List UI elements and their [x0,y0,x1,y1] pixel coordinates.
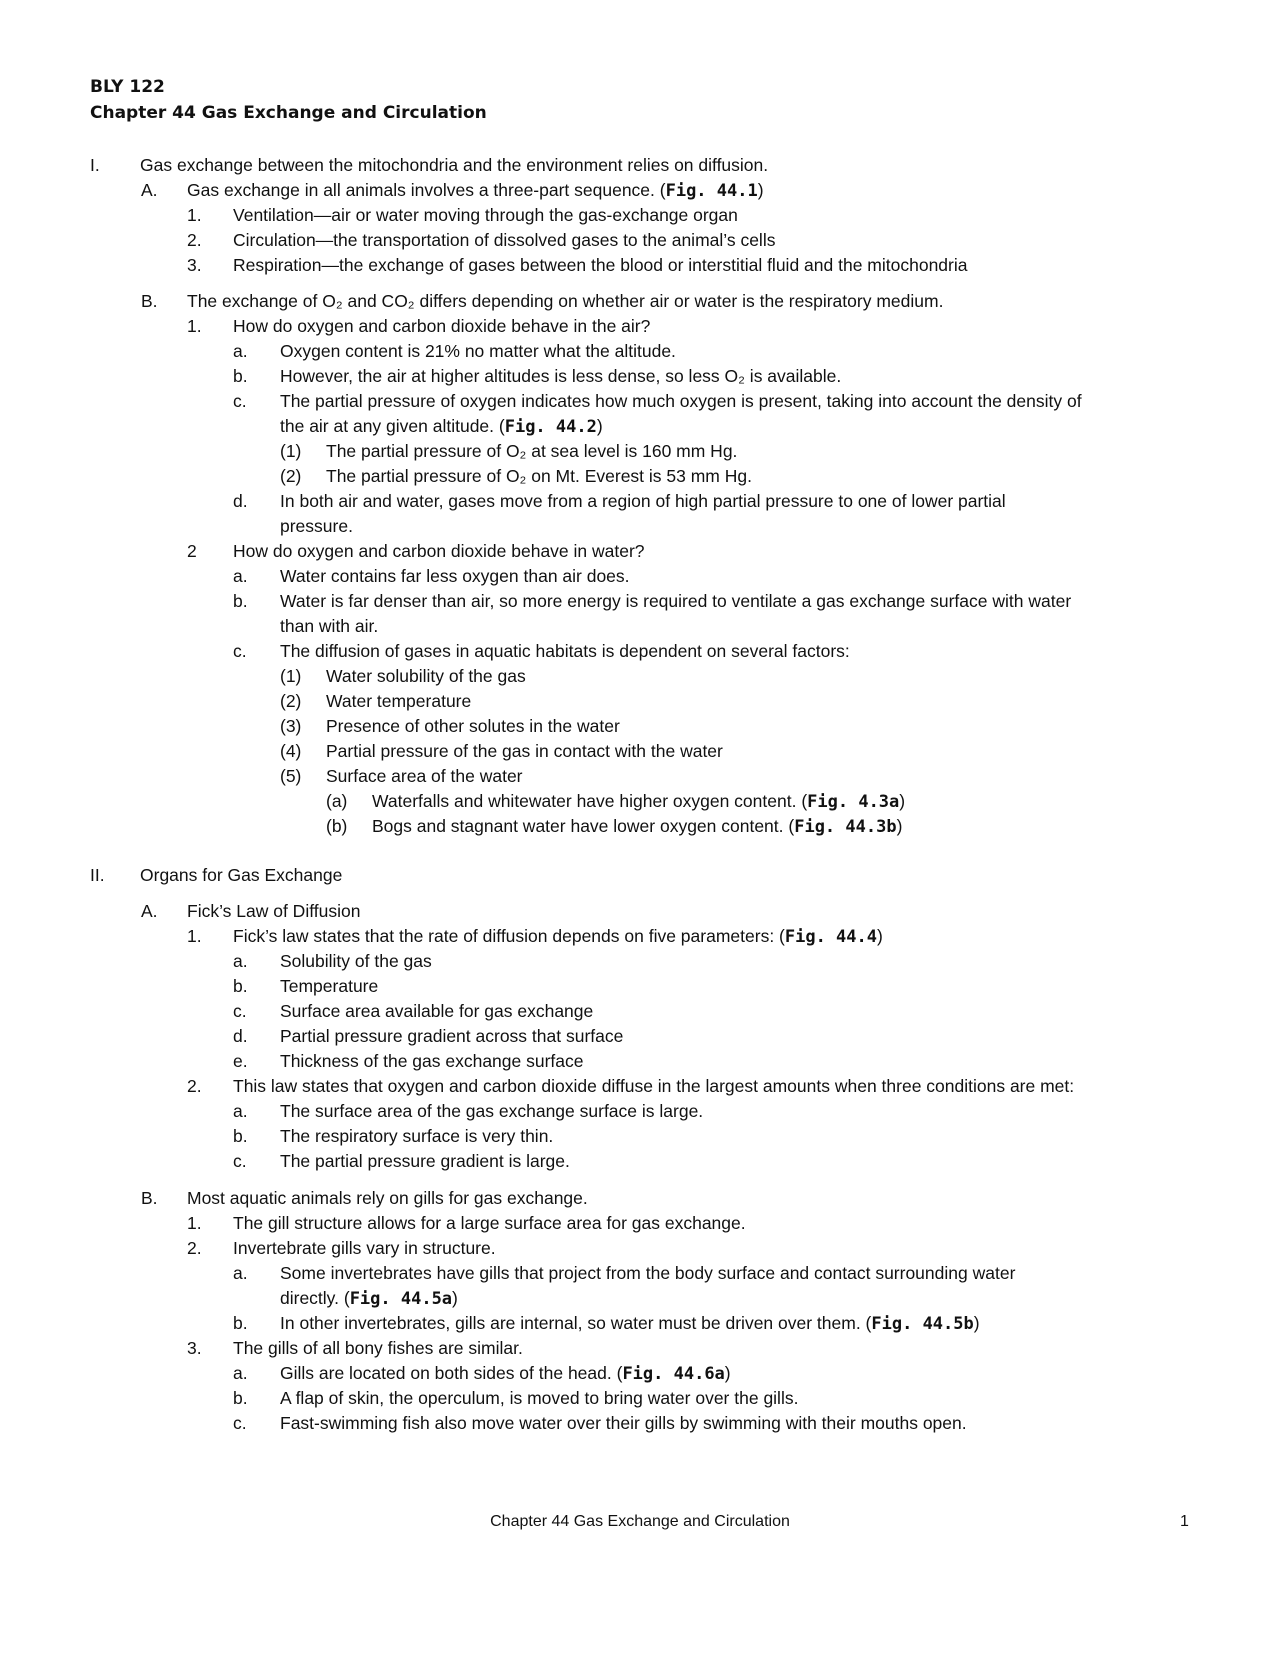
outline-text-body: Solubility of the gas [280,951,432,971]
outline-text-body: This law states that oxygen and carbon dioxide diffuse in the largest amounts when three conditions are met: [233,1076,1075,1096]
outline-text-body: The partial pressure of O₂ at sea level is 160 mm Hg. [326,441,738,461]
outline-label: 3. [187,255,202,275]
figure-reference: Fig. 44.3b [794,817,897,837]
outline-text [233,1335,523,1361]
outline-text [233,227,775,253]
outline-text-body: How do oxygen and carbon dioxide behave in the air? [233,316,651,336]
outline-line [280,663,1180,689]
outline-text-body: Oxygen content is 21% no matter what the altitude. [280,341,676,361]
outline-line [233,363,1180,389]
outline-line [187,538,1180,564]
outline-text [280,413,603,440]
outline-line [233,1123,1180,1149]
figure-reference: Fig. 44.1 [665,181,758,201]
outline-label: 2 [187,541,197,561]
outline-text [326,438,737,464]
outline-label: 1. [187,316,202,336]
outline-text [326,713,620,739]
outline-label: a. [233,1363,248,1383]
outline-line [233,388,1180,414]
outline-text [233,313,650,339]
outline-text [326,688,471,714]
outline-line [233,563,1180,589]
outline-text [233,202,738,228]
outline-line [233,1098,1180,1124]
outline-text [280,563,630,589]
outline-text-body: The partial pressure gradient is large. [280,1151,570,1171]
outline-line [90,152,1180,178]
outline-line [187,202,1180,228]
outline-label: II. [90,865,105,885]
outline-line [233,1148,1180,1174]
outline-label: b. [233,1388,248,1408]
outline-line [280,438,1180,464]
outline-text-body: Gas exchange in all animals involves a three-part sequence. ( [187,180,666,200]
footer-title: Chapter 44 Gas Exchange and Circulation [490,1513,790,1530]
outline-label: (3) [280,716,302,736]
outline-text-body: Ventilation—air or water moving through the gas-exchange organ [233,205,738,225]
outline-label: (5) [280,766,302,786]
outline-text [233,1235,496,1261]
outline-line [233,973,1180,999]
outline-text-body: Most aquatic animals rely on gills for gas exchange. [187,1188,588,1208]
outline-line [141,288,1180,314]
outline-line [233,1048,1180,1074]
outline-text [280,1385,798,1411]
outline-text-body: Water temperature [326,691,472,711]
outline-label: b. [233,976,248,996]
outline-text-body: The surface area of the gas exchange surface is large. [280,1101,704,1121]
outline-line [187,1335,1180,1361]
outline-label: 1. [187,1213,202,1233]
closing-paren: ) [724,1363,731,1383]
outline-line [90,862,1180,888]
outline-label: 1. [187,926,202,946]
outline-line [280,688,1180,714]
outline-line [233,1310,1180,1336]
closing-paren: ) [877,926,883,946]
outline-text-body: Water contains far less oxygen than air does. [280,566,630,586]
outline-label: a. [233,566,248,586]
outline-text-body: Bogs and stagnant water have lower oxygen content. ( [372,816,795,836]
outline-text [280,488,1006,514]
outline-text [326,763,523,789]
outline-text-body: Partial pressure of the gas in contact with the water [326,741,723,761]
outline-text-body: Water solubility of the gas [326,666,526,686]
outline-text-body: Thickness of the gas exchange surface [280,1051,584,1071]
outline-line [280,763,1180,789]
outline-label: c. [233,641,247,661]
outline-text-body: Fick’s Law of Diffusion [187,901,361,921]
outline-text-body: Partial pressure gradient across that surface [280,1026,624,1046]
outline-line [326,813,1180,839]
outline-label: a. [233,1263,248,1283]
outline-label: 3. [187,1338,202,1358]
outline-label: c. [233,1001,247,1021]
outline-line [233,613,1180,639]
outline-line [187,227,1180,253]
outline-label: I. [90,155,100,175]
outline-text [280,338,676,364]
outline-text-body: The respiratory surface is very thin. [280,1126,554,1146]
outline-text-body: In both air and water, gases move from a region of high partial pressure to one of lower partial [280,491,1006,511]
outline-line [233,1385,1180,1411]
document-title: Chapter 44 Gas Exchange and Circulation [90,103,487,123]
outline-text [187,898,360,924]
figure-reference: Fig. 44.6a [622,1364,725,1384]
outline-label: a. [233,951,248,971]
outline-line [233,998,1180,1024]
outline-text [280,363,841,389]
outline-text [233,1210,746,1236]
outline-text [280,638,850,664]
outline-text [280,1048,584,1074]
outline-text-body: Gills are located on both sides of the head. ( [280,1363,623,1383]
closing-paren: ) [452,1288,458,1308]
outline-label: (2) [280,466,302,486]
outline-line [141,898,1180,924]
outline-text [140,862,342,888]
outline-line [187,252,1180,278]
outline-text-body: Temperature [280,976,379,996]
outline-text [280,388,1082,414]
closing-paren: ) [899,791,906,811]
outline-text-body: Invertebrate gills vary in structure. [233,1238,496,1258]
outline-text-body: the air at any given altitude. ( [280,416,505,436]
outline-text [372,813,902,840]
outline-label: B. [141,1188,158,1208]
outline-text [187,1185,588,1211]
outline-text-body: directly. ( [280,1288,350,1308]
outline-label: (1) [280,441,302,461]
outline-label: B. [141,291,158,311]
figure-reference: Fig. 44.5b [871,1314,974,1334]
outline-label: A. [141,180,158,200]
outline-text-body: Presence of other solutes in the water [326,716,620,736]
outline-text [280,1123,553,1149]
outline-line [187,1210,1180,1236]
figure-reference: Fig. 44.2 [504,417,597,437]
outline-label: (4) [280,741,302,761]
outline-label: c. [233,391,247,411]
outline-line [233,513,1180,539]
outline-text [187,288,943,314]
outline-text-body: The gill structure allows for a large surface area for gas exchange. [233,1213,746,1233]
outline-text [233,923,883,950]
outline-text [280,1098,703,1124]
outline-text-body: pressure. [280,516,353,536]
outline-line [187,313,1180,339]
closing-paren: ) [596,416,603,436]
outline-line [233,1410,1180,1436]
outline-label: (2) [280,691,302,711]
outline-text [233,1073,1074,1099]
outline-label: 2. [187,230,202,250]
outline-line [141,177,1180,203]
page-number: 1 [1180,1513,1189,1530]
outline-text [280,1360,731,1387]
outline-text-body: The exchange of O₂ and CO₂ differs depending on whether air or water is the respiratory medium. [187,291,944,311]
outline-line [233,1285,1180,1311]
outline-text [280,613,378,639]
outline-text-body: The diffusion of gases in aquatic habitats is dependent on several factors: [280,641,850,661]
outline-text-body: How do oxygen and carbon dioxide behave in water? [233,541,645,561]
outline-line [233,588,1180,614]
outline-text [326,663,526,689]
outline-line [233,413,1180,439]
outline-line [280,713,1180,739]
outline-text [187,177,764,204]
outline-text [280,1260,1015,1286]
outline-line [233,1023,1180,1049]
outline-text-body: Some invertebrates have gills that project from the body surface and contact surrounding water [280,1263,1016,1283]
outline-label: a. [233,1101,248,1121]
outline-text-body: A flap of skin, the operculum, is moved to bring water over the gills. [280,1388,799,1408]
outline-text-body: than with air. [280,616,379,636]
outline-label: 2. [187,1076,202,1096]
outline-text [280,1023,623,1049]
outline-text [280,973,378,999]
outline-label: d. [233,1026,248,1046]
closing-paren: ) [973,1313,980,1333]
outline-line [233,488,1180,514]
outline-text [326,463,752,489]
outline-text [280,948,432,974]
outline-text-body: However, the air at higher altitudes is less dense, so less O₂ is available. [280,366,842,386]
outline-text [280,588,1071,614]
outline-text-body: Surface area available for gas exchange [280,1001,594,1021]
figure-reference: Fig. 44.5a [349,1289,453,1309]
outline-text [280,1310,980,1337]
outline-text-body: The partial pressure of oxygen indicates how much oxygen is present, taking into account the density of [280,391,1082,411]
outline-text-body: Respiration—the exchange of gases between the blood or interstitial fluid and the mitochondria [233,255,968,275]
outline-label: c. [233,1413,247,1433]
outline-label: e. [233,1051,248,1071]
outline-text-body: Surface area of the water [326,766,523,786]
outline-text [280,1285,458,1312]
outline-line [187,923,1180,949]
outline-label: 2. [187,1238,202,1258]
outline-text-body: Gas exchange between the mitochondria and the environment relies on diffusion. [140,155,769,175]
outline-text-body: The gills of all bony fishes are similar. [233,1338,523,1358]
outline-label: 1. [187,205,202,225]
outline-label: b. [233,591,248,611]
outline-label: d. [233,491,248,511]
figure-reference: Fig. 4.3a [807,792,900,812]
outline-label: a. [233,341,248,361]
outline-text [280,513,353,539]
outline-label: (b) [326,816,348,836]
outline-text-body: Fast-swimming fish also move water over their gills by swimming with their mouths open. [280,1413,967,1433]
outline-line [326,788,1180,814]
outline-line [280,463,1180,489]
outline-line [280,738,1180,764]
outline-text-body: Circulation—the transportation of dissolved gases to the animal’s cells [233,230,776,250]
outline-text [372,788,905,815]
outline-text-body: Water is far denser than air, so more energy is required to ventilate a gas exchange surface with water [280,591,1072,611]
outline-text-body: Fick’s law states that the rate of diffusion depends on five parameters: ( [233,926,785,946]
outline-text-body: The partial pressure of O₂ on Mt. Everest is 53 mm Hg. [326,466,752,486]
outline-line [187,1235,1180,1261]
outline-text [326,738,723,764]
outline-label: A. [141,901,158,921]
figure-reference: Fig. 44.4 [784,927,877,947]
outline-label: (a) [326,791,348,811]
outline-line [187,1073,1180,1099]
outline-text-body: Waterfalls and whitewater have higher oxygen content. ( [372,791,808,811]
outline-line [233,948,1180,974]
outline-label: b. [233,1126,248,1146]
outline-text [233,252,967,278]
outline-line [233,1260,1180,1286]
closing-paren: ) [757,180,764,200]
outline-text [280,998,593,1024]
course-code: BLY 122 [90,77,165,97]
outline-text-body: In other invertebrates, gills are internal, so water must be driven over them. ( [280,1313,872,1333]
closing-paren: ) [896,816,903,836]
outline-line [233,338,1180,364]
outline-text [233,538,645,564]
outline-label: b. [233,366,248,386]
outline-line [141,1185,1180,1211]
outline-label: (1) [280,666,302,686]
outline-line [233,1360,1180,1386]
outline-text [140,152,768,178]
outline-text [280,1148,570,1174]
outline-text [280,1410,967,1436]
outline-label: c. [233,1151,247,1171]
outline-label: b. [233,1313,248,1333]
outline-text-body: Organs for Gas Exchange [140,865,343,885]
page-footer [0,1510,1280,1534]
outline-line [233,638,1180,664]
